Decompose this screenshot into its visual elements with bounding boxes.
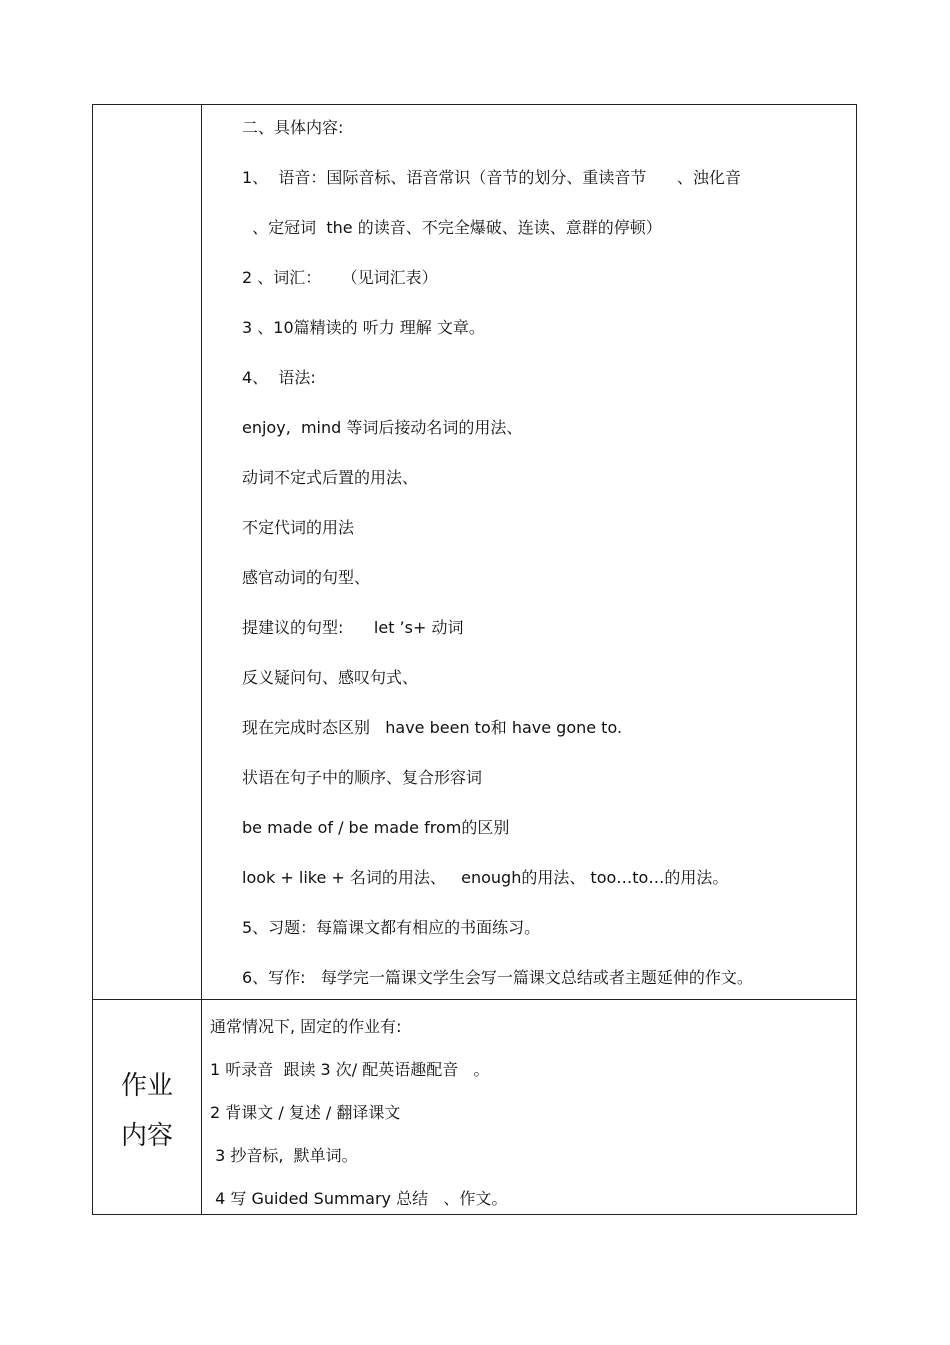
syllabus-table — [92, 104, 857, 1215]
homework-label-line1: 作业 — [120, 1071, 173, 1101]
content-line: 6、写作: 每学完一篇课文学生会写一篇课文总结或者主题延伸的作文。 — [242, 968, 753, 987]
content-line: 、定冠词 the 的读音、不完全爆破、连读、意群的停顿） — [242, 218, 662, 237]
content-line: 4、 语法: — [242, 368, 316, 387]
homework-row — [93, 1000, 857, 1215]
content-line: 感官动词的句型、 — [242, 568, 371, 587]
content-row — [93, 105, 857, 1000]
content-line: 现在完成时态区别 have been to和 have gone to. — [242, 718, 623, 737]
homework-line: 3 抄音标, 默单词。 — [210, 1146, 358, 1165]
content-line: be made of / be made from的区别 — [242, 818, 510, 837]
content-line: 状语在句子中的顺序、复合形容词 — [242, 768, 483, 787]
homework-line: 4 写 Guided Summary 总结 、作文。 — [210, 1189, 508, 1208]
content-line: 5、习题：每篇课文都有相应的书面练习。 — [242, 918, 541, 937]
content-line: enjoy, mind 等词后接动名词的用法、 — [242, 418, 523, 437]
homework-lines — [202, 1000, 856, 1214]
homework-line: 2 背课文 / 复述 / 翻译课文 — [210, 1103, 401, 1122]
content-line: 1、 语音：国际音标、语音常识（音节的划分、重读音节 、浊化音 — [242, 168, 741, 187]
homework-cell — [202, 1000, 857, 1215]
content-line: 2 、词汇： （见词汇表） — [242, 268, 438, 287]
content-label-cell — [93, 105, 202, 1000]
content-line: 不定代词的用法 — [242, 518, 355, 537]
content-line: 反义疑问句、感叹句式、 — [242, 668, 419, 687]
homework-label-line2: 内容 — [120, 1121, 173, 1151]
content-heading: 二、具体内容: — [242, 118, 344, 137]
homework-label-cell — [93, 1000, 202, 1215]
content-lines — [202, 105, 856, 999]
homework-line: 通常情况下, 固定的作业有: — [210, 1017, 402, 1036]
homework-line: 1 听录音 跟读 3 次/ 配英语趣配音 。 — [210, 1060, 490, 1079]
content-line: 动词不定式后置的用法、 — [242, 468, 419, 487]
content-cell — [202, 105, 857, 1000]
content-line: 3 、10篇精读的 听力 理解 文章。 — [242, 318, 485, 337]
content-line: 提建议的句型: let ’s+ 动词 — [242, 618, 464, 637]
content-line: look + like + 名词的用法、 enough的用法、 too…to…的用法。 — [242, 868, 729, 887]
